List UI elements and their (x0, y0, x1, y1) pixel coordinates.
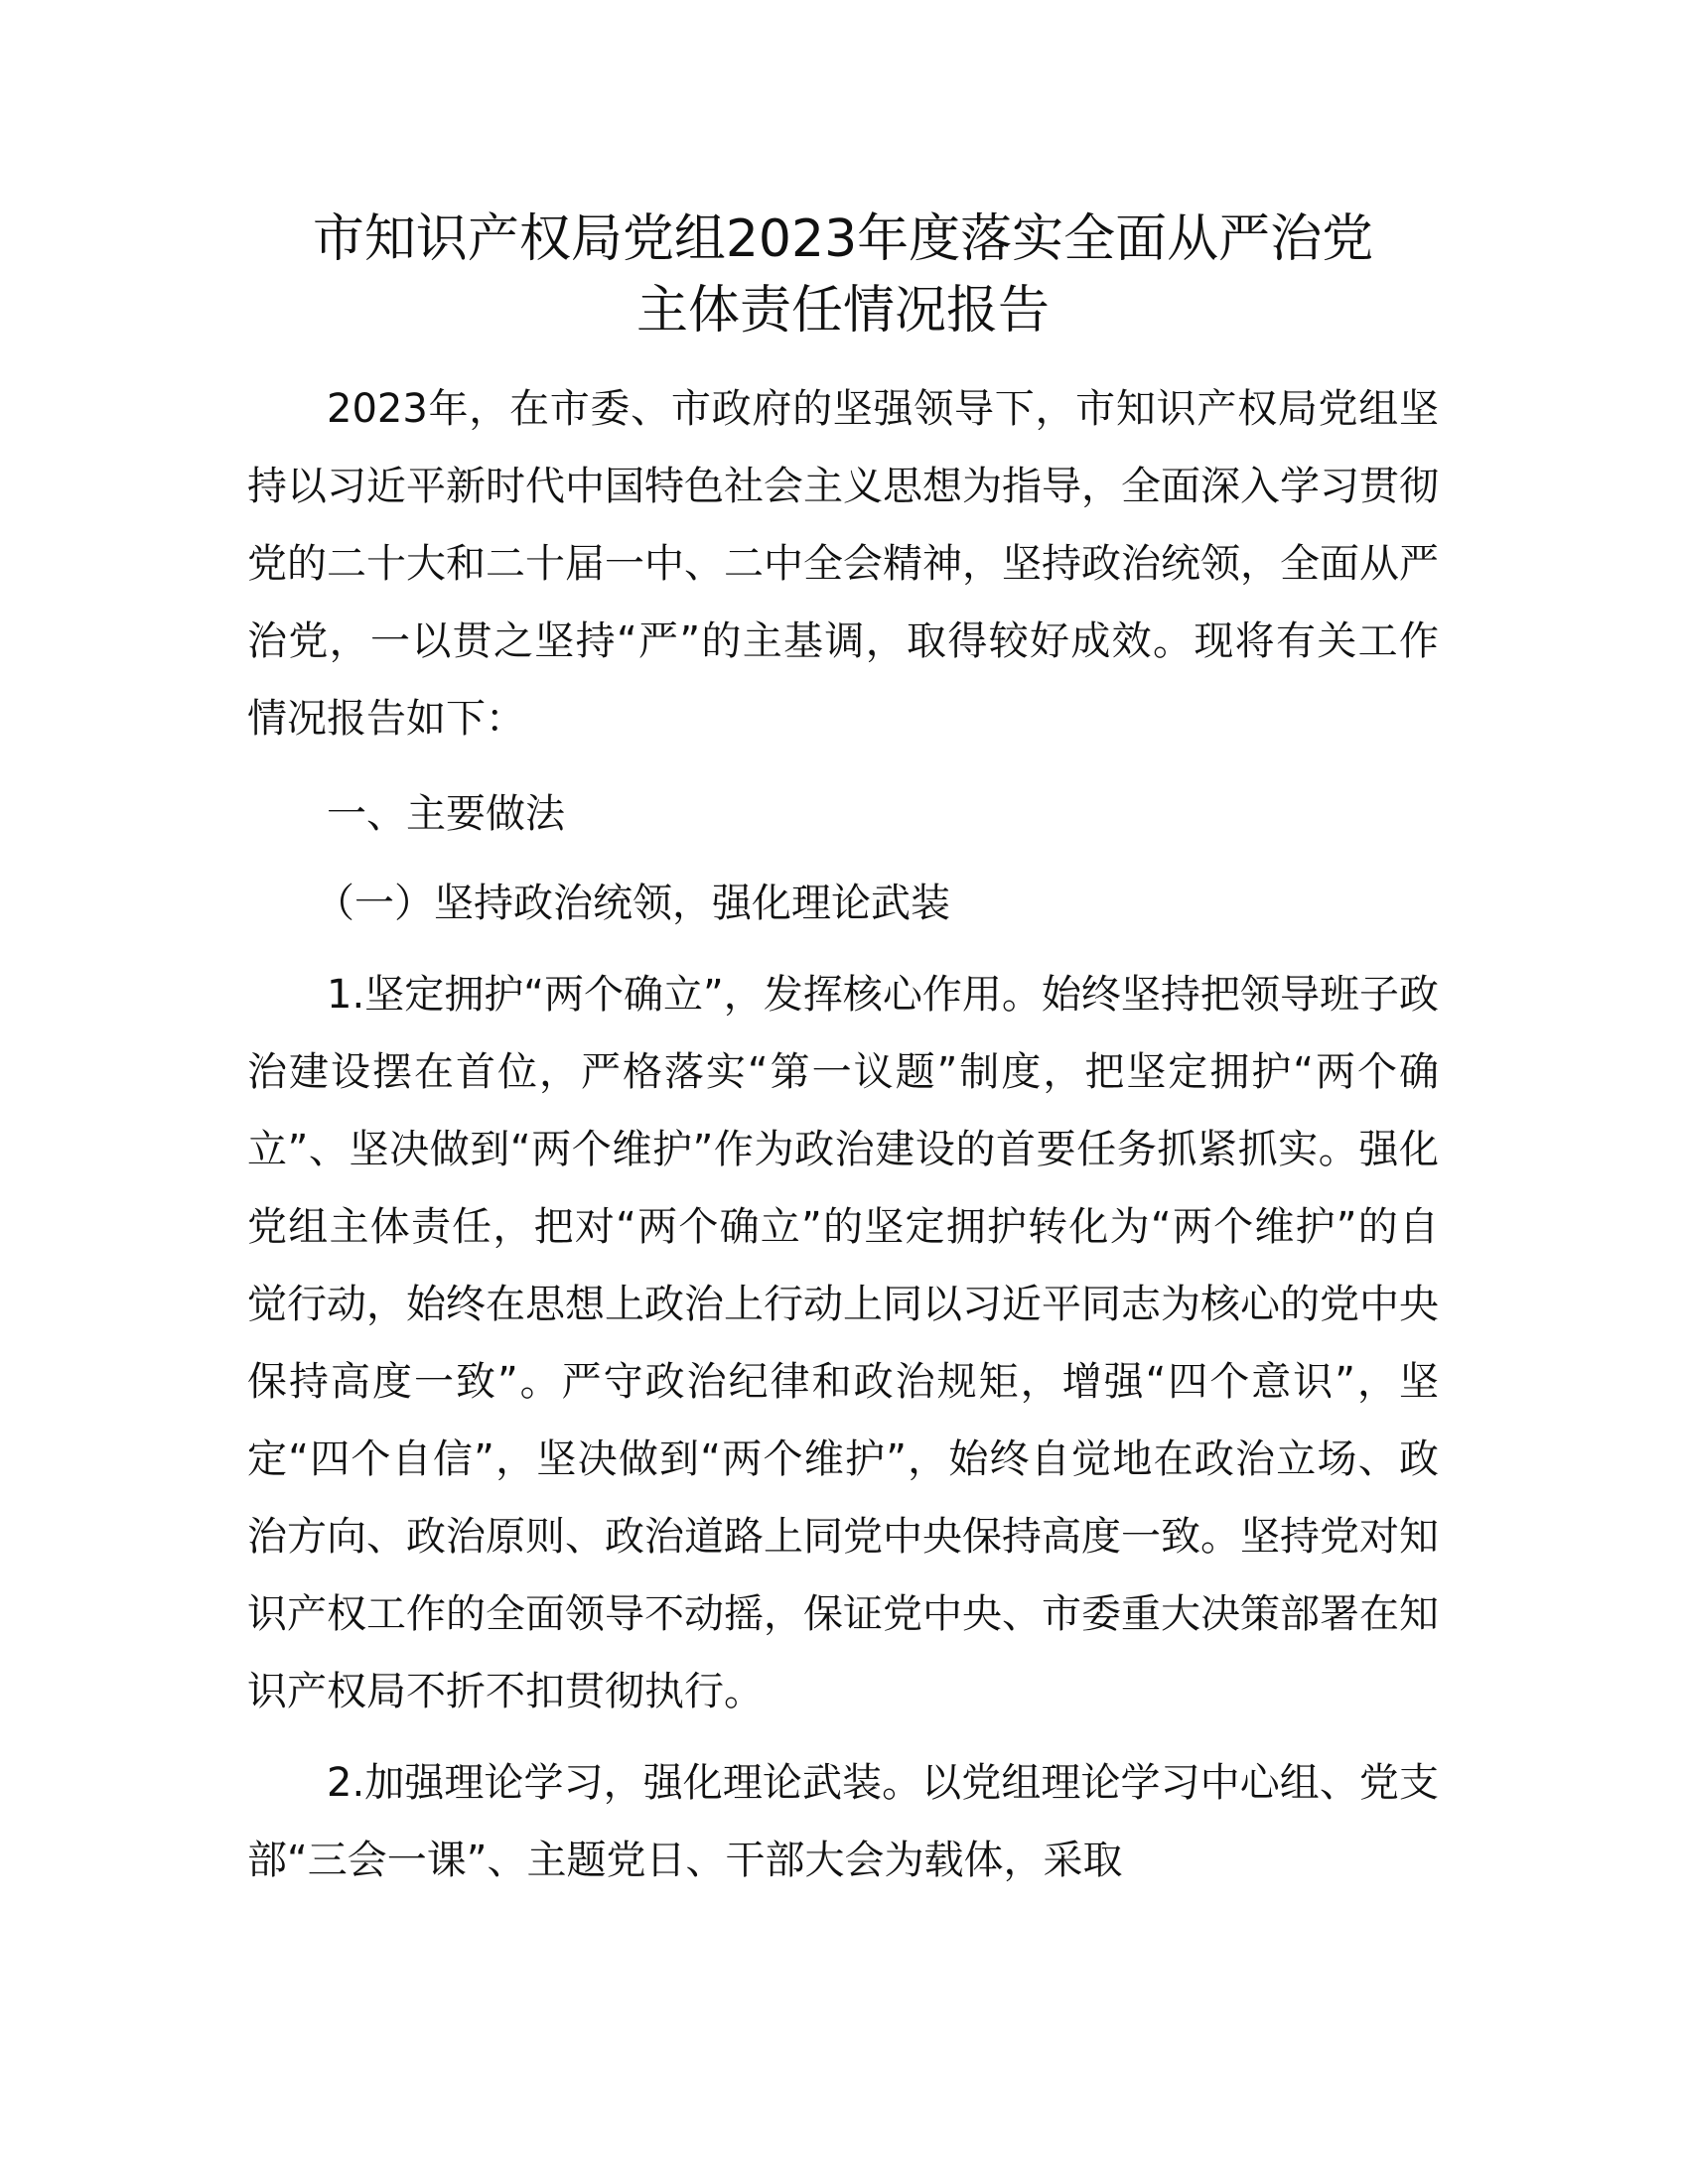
document-title (247, 204, 1439, 346)
document-content (247, 204, 1439, 1899)
subsection-heading-political-leadership: （一）坚持政治统领，强化理论武装 (315, 881, 950, 926)
paragraph-theory-study: 2.加强理论学习，强化理论武装。以党组理论学习中心组、党支部“三会一课”、主题党日、干部大会为载体，采取 (247, 1760, 1439, 1883)
document-body (247, 370, 1439, 1899)
title-line-2: 主体责任情况报告 (635, 281, 1050, 341)
intro-paragraph: 2023年，在市委、市政府的坚强领导下，市知识产权局党组坚持以习近平新时代中国特色社会主义思想为指导，全面深入学习贯彻党的二十大和二十届一中、二中全会精神，坚持政治统领，全面从严治党，一以贯之坚持“严”的主基调，取得较好成效。现将有关工作情况报告如下： (247, 386, 1439, 742)
section-heading-main-practices: 一、主要做法 (327, 791, 565, 837)
paragraph-core-role: 1.坚定拥护“两个确立”，发挥核心作用。始终坚持把领导班子政治建设摆在首位，严格落实“第一议题”制度，把坚定拥护“两个确立”、坚决做到“两个维护”作为政治建设的首要任务抓紧抓实。强化党组主体责任，把对“两个确立”的坚定拥护转化为“两个维护”的自觉行动，始终在思想上政治上行动上同以习近平同志为核心的党中央保持高度一致”。严守政治纪律和政治规矩，增强“四个意识”，坚定“四个自信”，坚决做到“两个维护”，始终自觉地在政治立场、政治方向、政治原则、政治道路上同党中央保持高度一致。坚持党对知识产权工作的全面领导不动摇，保证党中央、市委重大决策部署在知识产权局不折不扣贯彻执行。 (247, 972, 1439, 1714)
title-line-1: 市知识产权局党组2023年度落实全面从严治党 (312, 209, 1374, 269)
